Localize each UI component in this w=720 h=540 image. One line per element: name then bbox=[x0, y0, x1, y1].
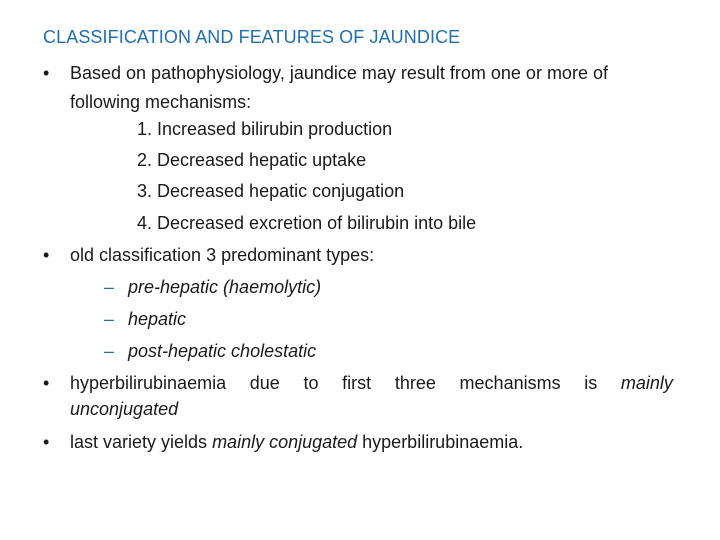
emphasis-unconjugated: unconjugated bbox=[70, 399, 179, 419]
word: three bbox=[394, 373, 436, 393]
bullet-icon: • bbox=[43, 373, 50, 393]
emphasis-mainly: mainly bbox=[620, 373, 673, 393]
bullet-icon: • bbox=[43, 245, 50, 265]
dash-icon: – bbox=[104, 277, 115, 297]
word: to bbox=[303, 373, 319, 393]
word: mechanisms bbox=[459, 373, 561, 393]
dash-icon: – bbox=[104, 309, 115, 329]
bullet-4-text bbox=[70, 430, 523, 454]
emphasis-mainly-conjugated: mainly conjugated bbox=[212, 432, 358, 452]
word: due bbox=[249, 373, 280, 393]
type-item-3: post-hepatic cholestatic bbox=[128, 341, 317, 361]
word: is bbox=[584, 373, 598, 393]
mechanism-item-4: 4. Decreased excretion of bilirubin into bile bbox=[137, 213, 477, 233]
type-item-2: hepatic bbox=[128, 309, 187, 329]
bullet-1-line-2: following mechanisms: bbox=[70, 92, 252, 112]
bullet-4-pre: last variety yields bbox=[70, 432, 213, 452]
bullet-icon: • bbox=[43, 63, 50, 83]
mechanism-item-1: 1. Increased bilirubin production bbox=[137, 119, 393, 139]
mechanism-item-2: 2. Decreased hepatic uptake bbox=[137, 150, 367, 170]
bullet-1-line-1: Based on pathophysiology, jaundice may result from one or more of bbox=[70, 63, 608, 83]
mechanism-item-3: 3. Decreased hepatic conjugation bbox=[137, 181, 405, 201]
word: first bbox=[342, 373, 372, 393]
type-item-1: pre-hepatic (haemolytic) bbox=[128, 277, 322, 297]
dash-icon: – bbox=[104, 341, 115, 361]
bullet-icon: • bbox=[43, 432, 50, 452]
bullet-3-line-1 bbox=[70, 371, 673, 395]
slide-title: CLASSIFICATION AND FEATURES OF JAUNDICE bbox=[43, 27, 461, 47]
word: hyperbilirubinaemia bbox=[70, 373, 227, 393]
bullet-2-text: old classification 3 predominant types: bbox=[70, 245, 375, 265]
bullet-4-post: hyperbilirubinaemia. bbox=[357, 432, 524, 452]
